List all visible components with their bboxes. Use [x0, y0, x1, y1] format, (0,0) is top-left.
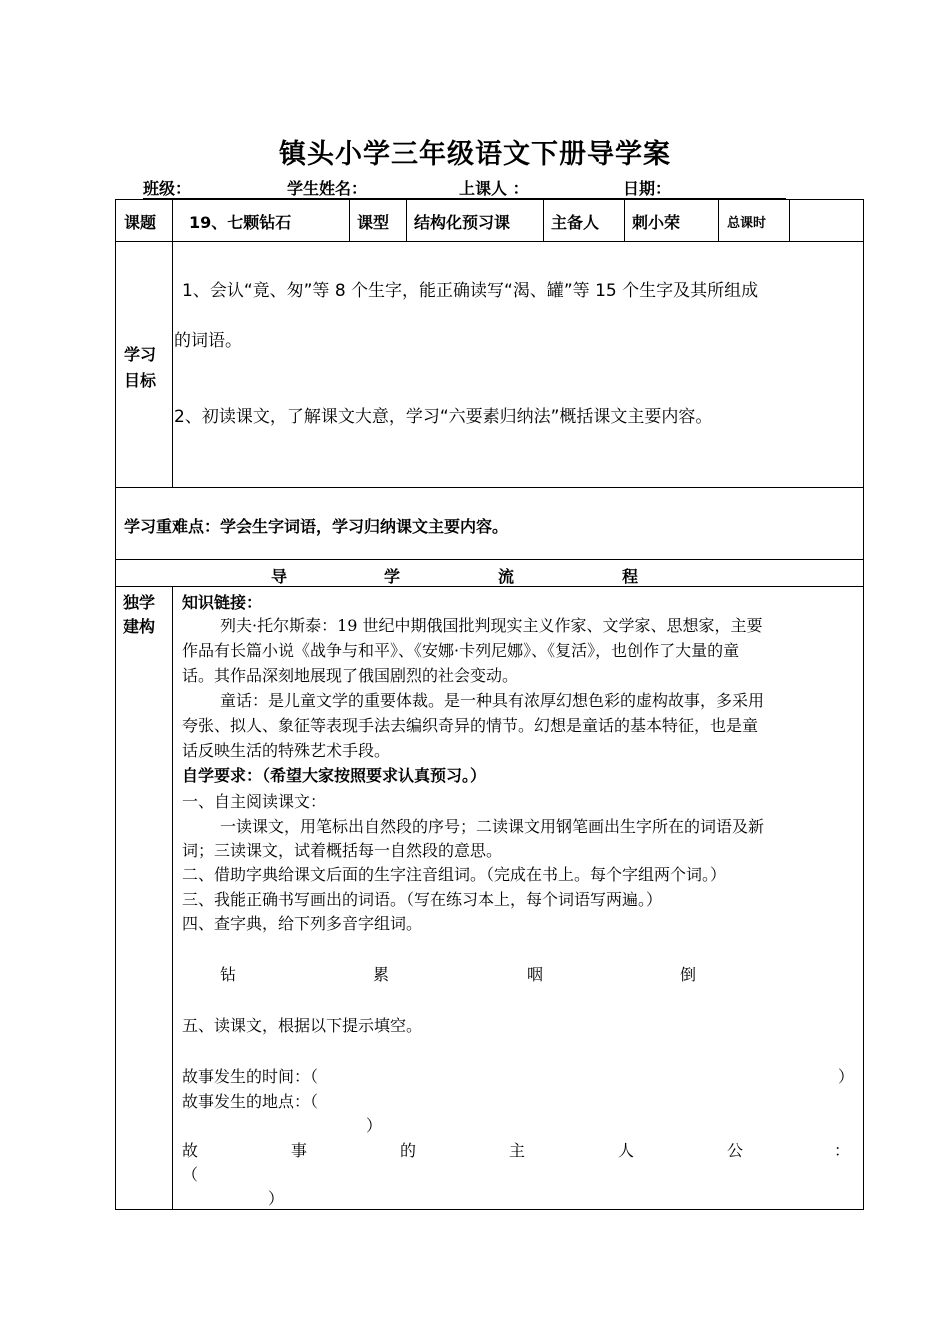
protagonist-char: 公	[727, 1141, 744, 1160]
protagonist-char: 的	[400, 1141, 417, 1160]
polyphone-char: 钻	[220, 965, 237, 984]
protagonist-char: 主	[509, 1141, 526, 1160]
objective-line-3: 2、初读课文，了解课文大意，学习“六要素归纳法”概括课文主要内容。	[174, 407, 713, 427]
content-line: 一读课文，用笔标出自然段的序号；二读课文用钢笔画出生字所在的词语及新	[220, 817, 765, 836]
knowledge-title: 知识链接：	[182, 593, 263, 612]
flow-header-char: 学	[384, 567, 401, 586]
lead-value: 刺小荣	[632, 213, 681, 232]
content-line: 话。其作品深刻地展现了俄国剧烈的社会变动。	[182, 666, 519, 685]
objectives-label-2: 目标	[124, 371, 157, 390]
place-close: ）	[366, 1116, 383, 1135]
protagonist-char: ：	[834, 1141, 851, 1160]
class-label: 班级：	[143, 179, 192, 198]
type-label: 课型	[357, 213, 390, 232]
polyphone-char: 咽	[527, 965, 544, 984]
time-close: ）	[838, 1067, 855, 1086]
objective-line-1: 1、会认“竟、匆”等 8 个生字，能正确读写“渴、罐”等 15 个生字及其所组成	[182, 281, 759, 301]
content-line: 夸张、拟人、象征等表现手法去编织奇异的情节。幻想是童话的基本特征，也是童	[182, 716, 759, 735]
self-study-title: 自学要求：（希望大家按照要求认真预习。）	[182, 766, 487, 785]
objective-line-2: 的词语。	[174, 331, 242, 351]
content-line: 三、我能正确书写画出的词语。（写在练习本上，每个词语写两遍。）	[182, 890, 663, 909]
flow-header-char: 程	[622, 567, 639, 586]
content-line: 一、自主阅读课文：	[182, 792, 327, 811]
content-line: 四、查字典，给下列多音字组词。	[182, 914, 423, 933]
protagonist-char: 人	[618, 1141, 635, 1160]
time-label: 故事发生的时间：（	[182, 1067, 319, 1086]
key-points: 学习重难点：学会生字词语，学习归纳课文主要内容。	[124, 517, 509, 536]
page-title: 镇头小学三年级语文下册导学案	[279, 139, 671, 170]
content-line: 词；三读课文，试着概括每一自然段的意思。	[182, 841, 503, 860]
topic-label: 课题	[124, 213, 157, 232]
polyphone-char: 累	[373, 965, 390, 984]
protagonist-open: （	[182, 1165, 199, 1184]
flow-header-char: 流	[498, 567, 515, 586]
student-name-label: 学生姓名：	[287, 179, 368, 198]
content-line: 童话：是儿童文学的重要体裁。是一种具有浓厚幻想色彩的虚构故事，多采用	[220, 691, 765, 710]
content-line: 二、借助字典给课文后面的生字注音组词。（完成在书上。每个字组两个词。）	[182, 865, 727, 884]
protagonist-char: 事	[291, 1141, 308, 1160]
objectives-label-1: 学习	[124, 345, 157, 364]
date-label: 日期：	[623, 179, 672, 198]
content-line: 列夫·托尔斯泰：19 世纪中期俄国批判现实主义作家、文学家、思想家，主要	[220, 616, 763, 635]
polyphone-char: 倒	[680, 965, 697, 984]
flow-header-char: 导	[271, 567, 288, 586]
total-hours-label: 总课时	[727, 216, 767, 231]
content-line: 话反映生活的特殊艺术手段。	[182, 741, 391, 760]
content-line: 作品有长篇小说《战争与和平》、《安娜·卡列尼娜》、《复活》，也创作了大量的童	[182, 641, 740, 660]
protagonist-char: 故	[182, 1141, 199, 1160]
place-label: 故事发生的地点：（	[182, 1092, 319, 1111]
section-label-1: 独学	[123, 593, 156, 612]
type-value: 结构化预习课	[414, 213, 511, 232]
info-line	[143, 176, 786, 199]
topic-value: 19、七颗钻石	[189, 213, 292, 232]
teacher-label: 上课人 ：	[459, 179, 529, 198]
protagonist-close: ）	[268, 1189, 285, 1208]
lead-label: 主备人	[551, 213, 600, 232]
section-label-2: 建构	[123, 617, 156, 636]
content-line: 五、读课文，根据以下提示填空。	[182, 1016, 423, 1035]
